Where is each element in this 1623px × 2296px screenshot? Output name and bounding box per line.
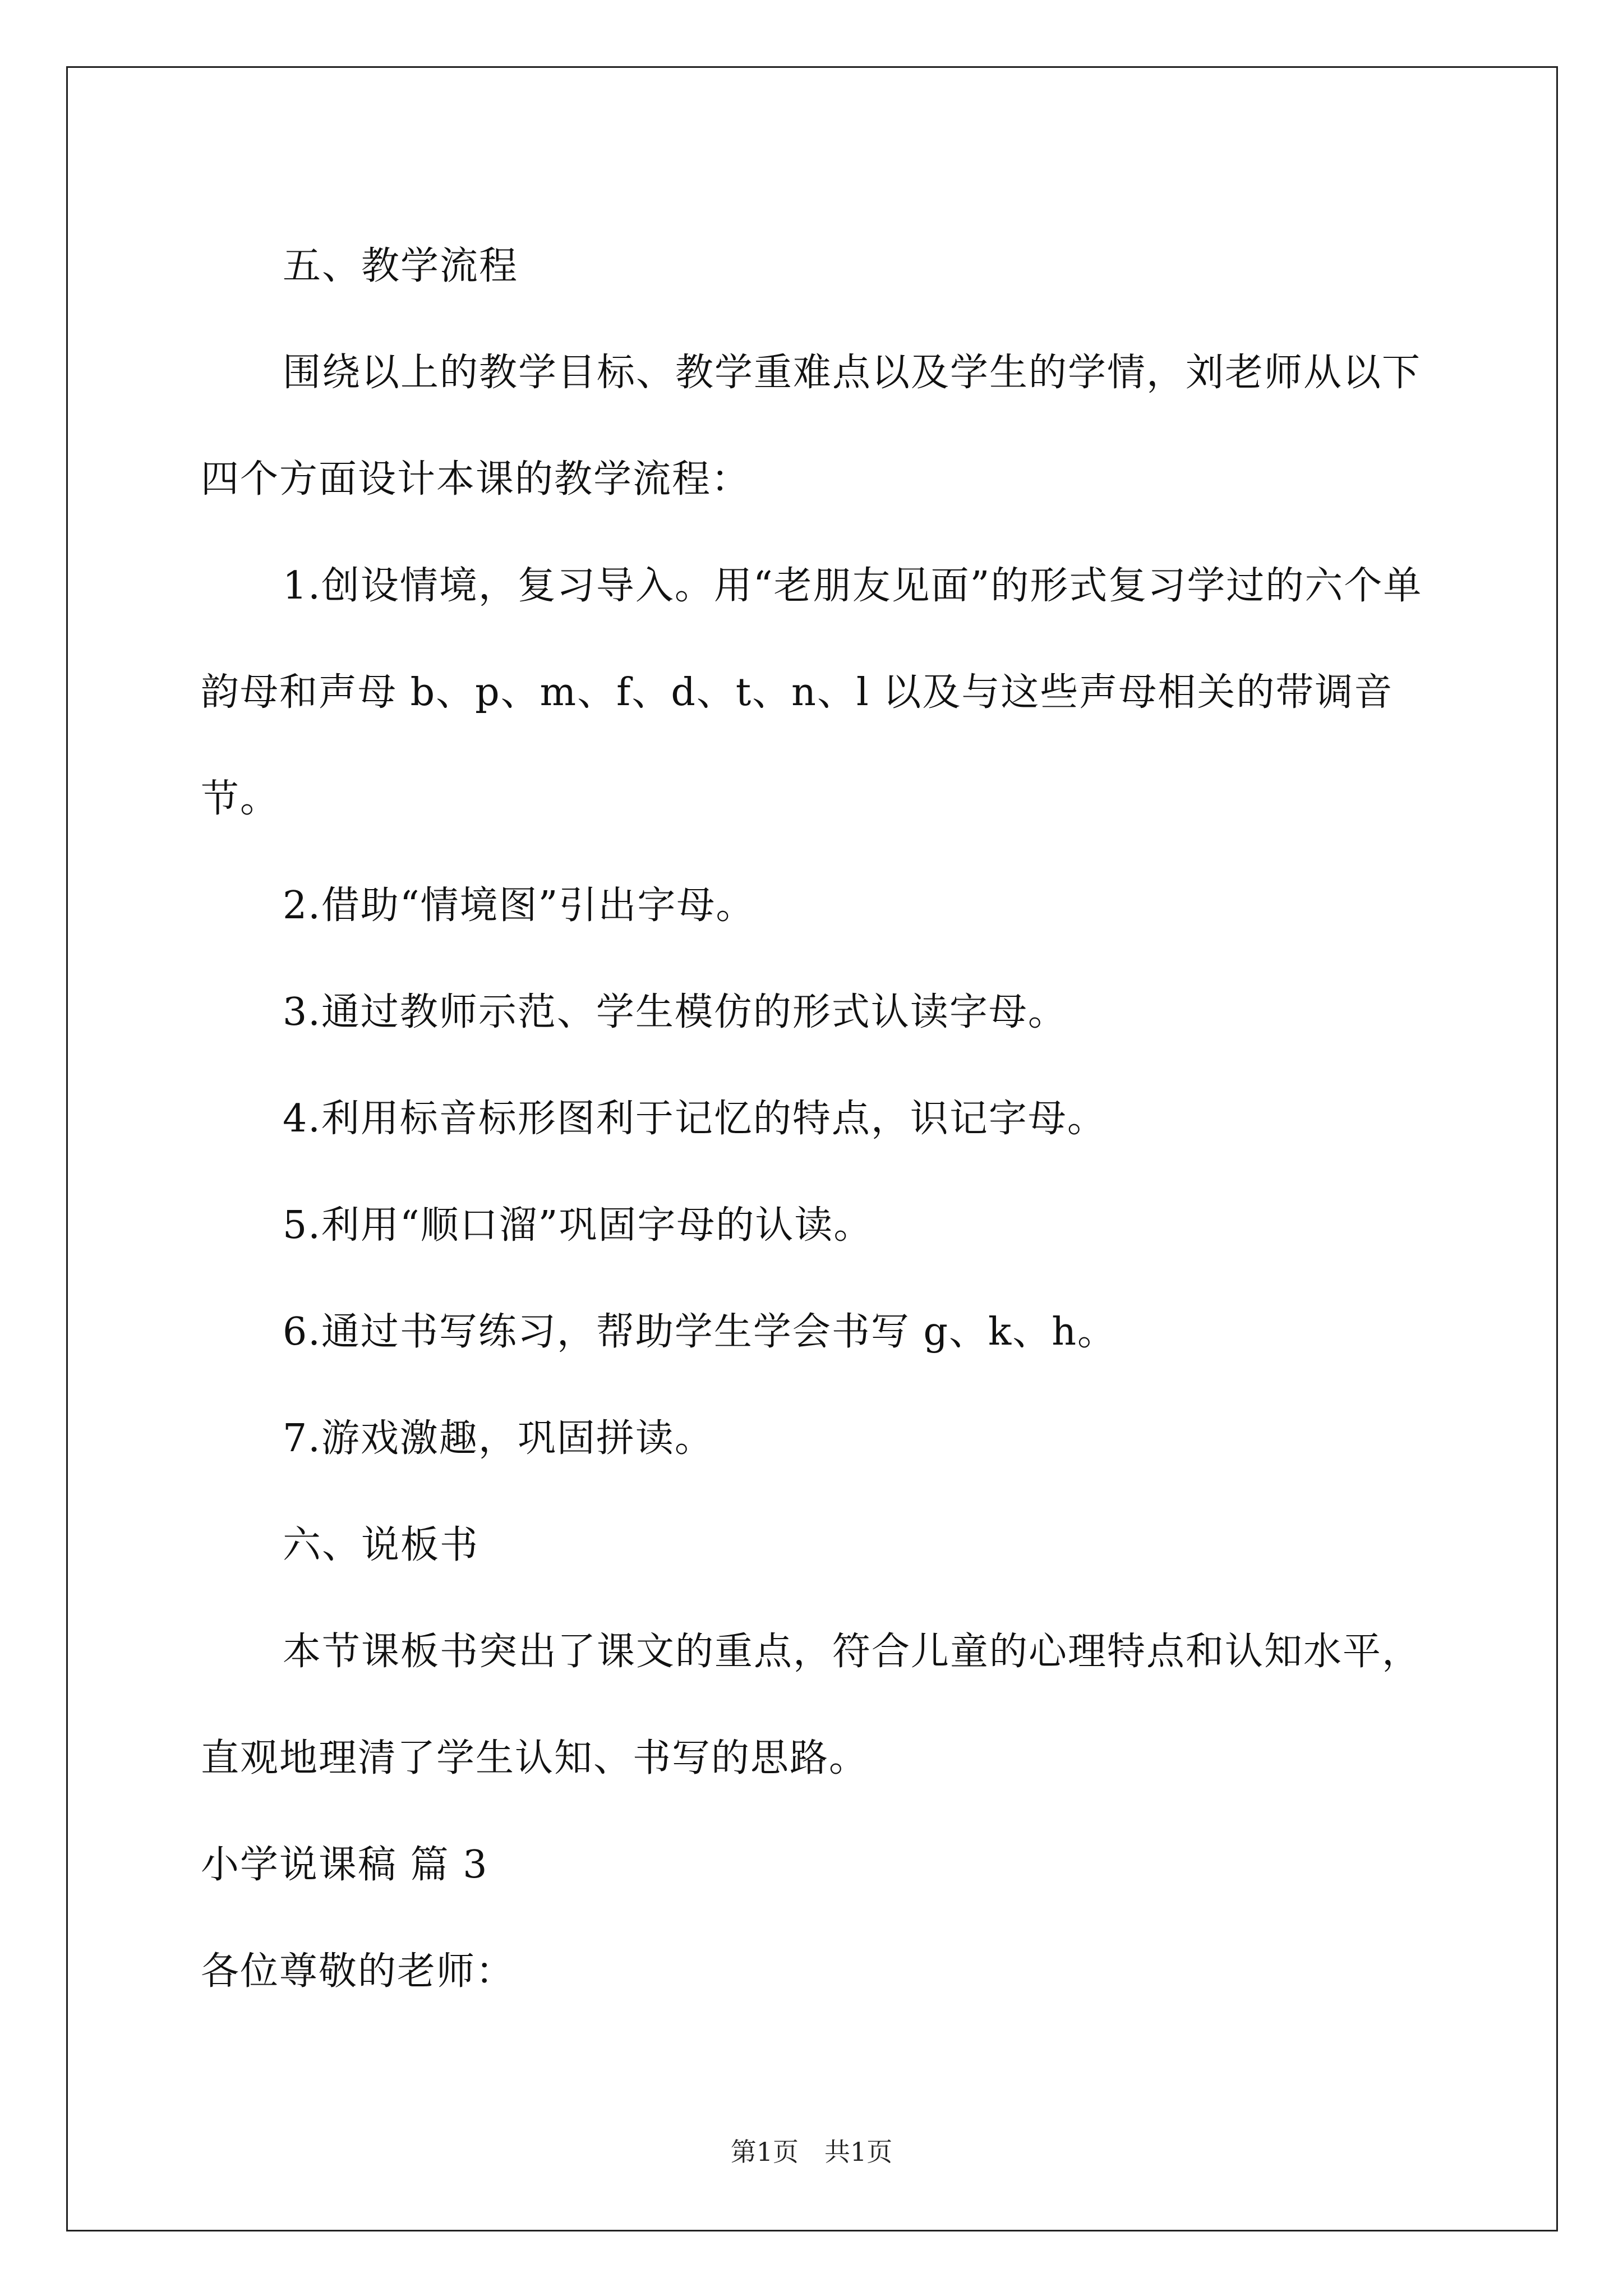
list-item-step-3: 3.通过教师示范、学生模仿的形式认读字母。	[283, 990, 1067, 1034]
page-number-footer: 第1页 共1页	[730, 2137, 893, 2167]
list-item-step-1: 1.创设情境，复习导入。用“老朋友见面”的形式复习学过的六个单韵母和声母 b、p、m、f、d、t、n、l 以及与这些声母相关的带调音节。	[201, 564, 1423, 821]
list-item-step-2: 2.借助“情境图”引出字母。	[283, 884, 755, 928]
list-item-step-4: 4.利用标音标形图利于记忆的特点，识记字母。	[283, 1097, 1106, 1141]
section-heading-teaching-process: 五、教学流程	[283, 244, 519, 288]
list-item-step-6: 6.通过书写练习，帮助学生学会书写 g、k、h。	[283, 1310, 1117, 1354]
document-body	[201, 213, 1446, 2025]
list-item-step-7: 7.游戏激趣，巩固拼读。	[283, 1416, 714, 1461]
salutation: 各位尊敬的老师：	[201, 1949, 515, 1994]
section-heading-blackboard: 六、说板书	[283, 1523, 479, 1567]
list-item-step-5: 5.利用“顺口溜”巩固字母的认读。	[283, 1203, 873, 1248]
paragraph-process-intro: 围绕以上的教学目标、教学重难点以及学生的学情，刘老师从以下四个方面设计本课的教学流程：	[201, 351, 1422, 501]
paragraph-blackboard: 本节课板书突出了课文的重点，符合儿童的心理特点和认知水平，直观地理清了学生认知、书写的思路。	[201, 1630, 1422, 1780]
article-title-part-3: 小学说课稿 篇 3	[201, 1843, 488, 1887]
